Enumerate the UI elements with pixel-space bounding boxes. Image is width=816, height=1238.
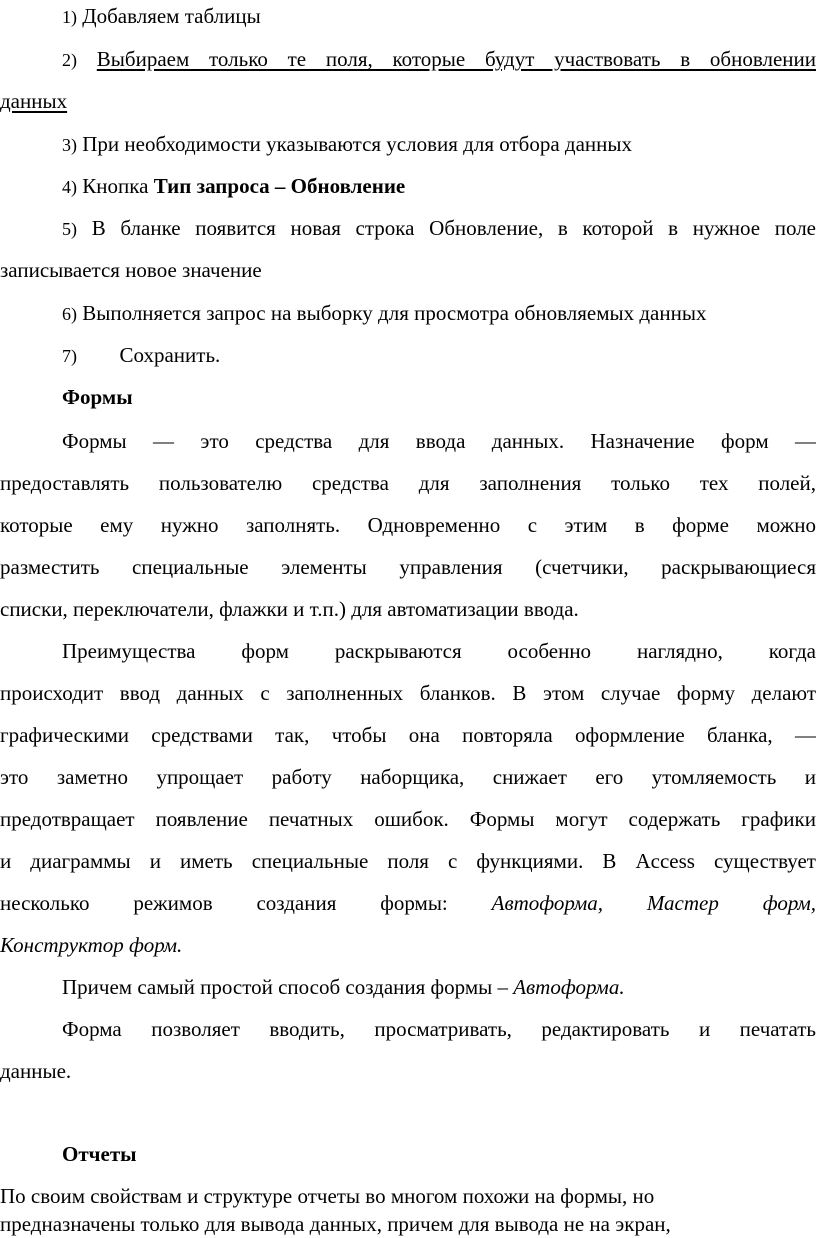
forms-p4-line1: Форма позволяет вводить, просматривать, редактировать и печатать (62, 1017, 816, 1041)
heading-text: Отчеты (62, 1142, 137, 1166)
forms-p2-line1: Преимущества форм раскрываются особенно наглядно, когда (62, 639, 816, 663)
list-item-text: В бланке появится новая строка Обновление, в которой в нужное поле (91, 216, 816, 240)
list-number: 6) (62, 304, 77, 324)
list-item-7 (0, 341, 816, 369)
forms-p3 (0, 973, 816, 1001)
forms-p1-line5: списки, переключатели, флажки и т.п.) для автоматизации ввода. (0, 597, 579, 621)
italic-run: Конструктор форм. (0, 933, 183, 957)
list-item-6 (0, 299, 816, 327)
forms-p2-line2: происходит ввод данных с заполненных бланков. В этом случае форму делают (0, 681, 816, 705)
list-item-text: данных (0, 89, 68, 113)
list-item-2-cont (0, 87, 816, 115)
forms-p2-line5: предотвращает появление печатных ошибок. Формы могут содержать графики (0, 807, 816, 831)
list-number: 7) (62, 346, 77, 366)
forms-p2-line7 (0, 889, 816, 917)
list-item-text: записывается новое значение (0, 258, 262, 282)
forms-p2-line6: и диаграммы и иметь специальные поля с функциями. В Access существует (0, 849, 816, 873)
forms-p2-line8 (0, 931, 816, 959)
list-item-text: Сохранить. (119, 343, 221, 367)
text-run: Причем самый простой способ создания формы – (62, 975, 514, 999)
list-number: 3) (62, 135, 77, 155)
list-number: 1) (62, 7, 77, 27)
heading-text: Формы (62, 385, 133, 409)
reports-p1-line2: предназначены только для вывода данных, причем для вывода не на экран, (0, 1212, 671, 1236)
forms-p2-line3: графическими средствами так, чтобы она повторяла оформление бланка, — (0, 723, 816, 747)
section-heading-forms (0, 383, 816, 411)
list-item-2 (0, 45, 816, 73)
list-number: 2) (62, 50, 77, 70)
forms-p1-line2: предоставлять пользователю средства для заполнения только тех полей, (0, 471, 816, 495)
text-run: несколько режимов создания формы: (0, 891, 492, 915)
forms-p1-line3: которые ему нужно заполнять. Одновременно с этим в форме можно (0, 513, 816, 537)
forms-p1-line4: разместить специальные элементы управления (счетчики, раскрывающиеся (0, 555, 816, 579)
forms-p1-line1: Формы — это средства для ввода данных. Назначение форм — (62, 429, 816, 453)
list-item-text: Выбираем только те поля, которые будут участвовать в обновлении (96, 47, 816, 71)
section-heading-reports (0, 1140, 816, 1168)
italic-run: Автоформа, Мастер форм, (491, 891, 816, 915)
list-item-text: Кнопка (82, 174, 154, 198)
forms-p2-line4: это заметно упрощает работу наборщика, снижает его утомляемость и (0, 765, 816, 789)
list-item-text: Добавляем таблицы (82, 4, 261, 28)
list-item-1 (0, 2, 816, 30)
list-number: 4) (62, 177, 77, 197)
list-item-bold: Тип запроса – Обновление (153, 174, 406, 198)
list-item-text: Выполняется запрос на выборку для просмотра обновляемых данных (82, 301, 707, 325)
forms-p4-line2: данные. (0, 1059, 72, 1083)
list-item-5-cont (0, 256, 816, 284)
list-number: 5) (62, 219, 77, 239)
list-item-5 (0, 214, 816, 242)
reports-p1-line1: По своим свойствам и структуре отчеты во многом похожи на формы, но (0, 1184, 655, 1208)
list-item-text: При необходимости указываются условия для отбора данных (82, 132, 632, 156)
list-item-4 (0, 172, 816, 200)
italic-run: Автоформа. (513, 975, 625, 999)
list-item-3 (0, 130, 816, 158)
